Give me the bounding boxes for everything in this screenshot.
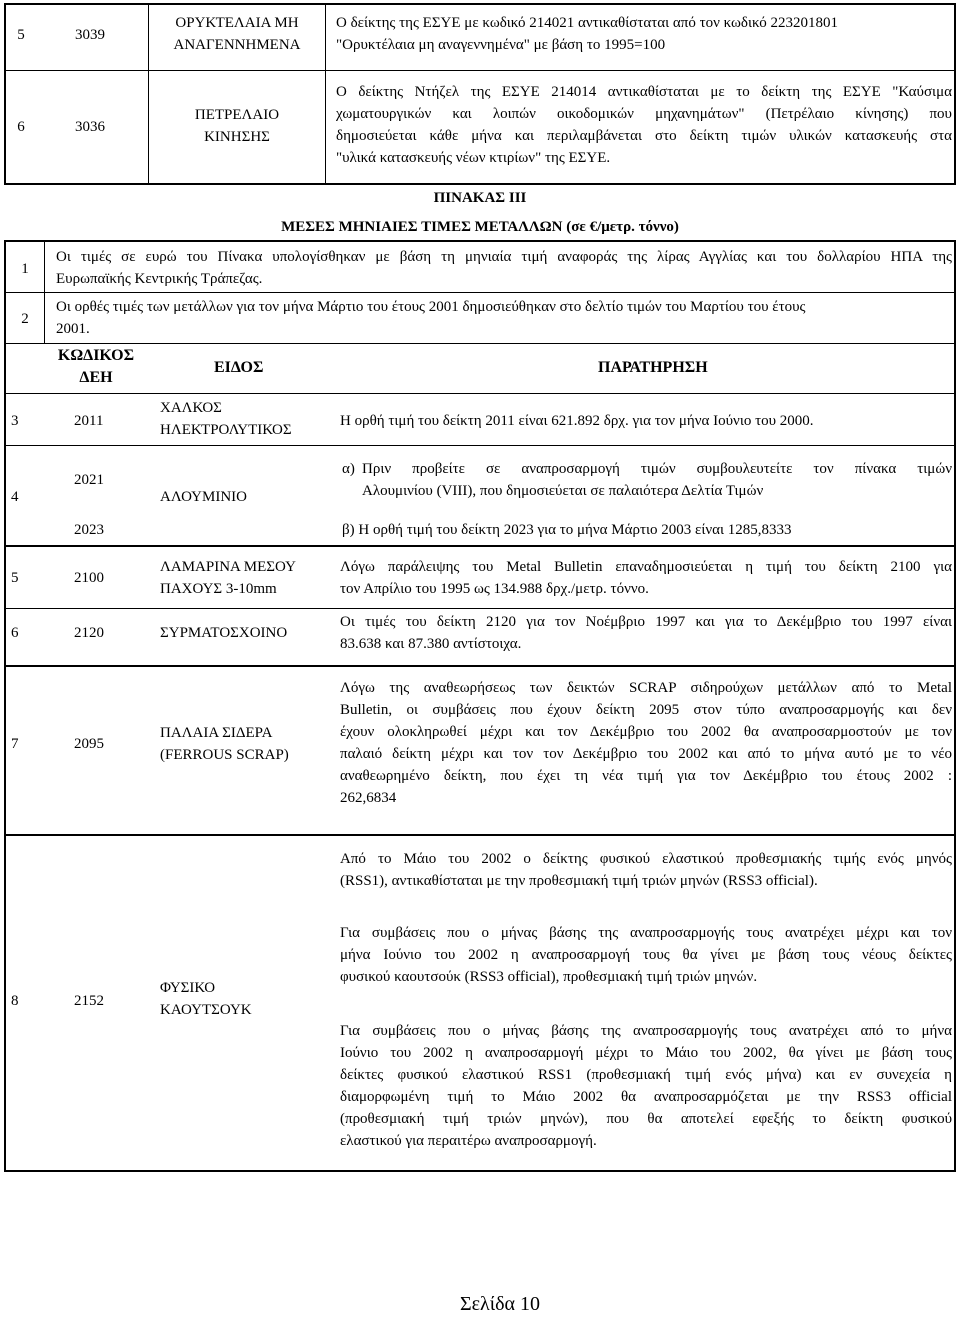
note-text [56,246,952,290]
note-line: Πριν προβείτε σε αναπροσαρμογή τιμών συμβουλευτείτε τον πίνακα τιμών [362,461,952,477]
note-line: Οι τιμές του δείκτη 2120 για τον Νοέμβριο 1997 και για το Δεκέμβριο του 1997 είναι [340,614,952,630]
row-code: 2011 [74,413,104,429]
note-line: δημοσιεύεται κάθε μήνα και περιλαμβάνεται στο δείκτη τιμών υλικών κατασκευής στα [336,128,952,144]
top-table-border [4,70,956,71]
row-type-line: ΟΡΥΚΤΕΛΑΙΑ ΜΗ [175,15,299,31]
row-note [336,12,838,56]
note-line: διαμορφωμένη τιμή το Μάιο 2002 θα αναπροσαρμόζεται με την RSS3 official [340,1089,952,1105]
table-title: ΠΙΝΑΚΑΣ ΙΙΙ [433,190,527,206]
note-line: Ευρωπαϊκής Κεντρικής Τράπεζας. [56,271,263,287]
row-type [160,556,296,600]
row-note: Η ορθή τιμή του δείκτη 2011 είναι 621.892 δρχ. για τον μήνα Ιούνιο του 2000. [340,413,814,429]
table3-border [4,834,956,836]
row-type-line: ΚΑΟΥΤΣΟΥΚ [160,1002,252,1018]
row-note [340,677,952,809]
row-note [336,81,952,169]
row-code: 2095 [74,736,104,752]
note-line: 2001. [56,321,90,337]
note-line: αναθεωρημένο δείκτη, που έχει τη νέα τιμή για τον Δεκέμβριο του έτους 2002 : [340,768,952,784]
note-line: Αλουμινίου (VIII), που δημοσιεύεται σε παλαιότερα Δελτία Τιμών [362,483,764,499]
table3-border [4,240,6,1172]
row-type-line: ΠΕΤΡΕΛΑΙΟ [194,107,280,123]
table3-border [954,240,956,1172]
row-code: 3036 [75,119,105,135]
row-type-line: ΧΑΛΚΟΣ [160,400,222,416]
note-line: Bulletin, οι συμβάσεις που έχουν δείκτη 2095 στον τύπο αναπροσαρμογής και δεν [340,702,952,718]
top-table-border [954,3,956,185]
row-number: 6 [11,625,19,641]
note-line: Ιούνιο του 2002 η αναπροσαρμογή μέχρι το Μάιο του 2002, θα γίνει με βάση τους [340,1045,952,1061]
row-code: 2023 [74,522,104,538]
note-line: Λόγω παράλειψης του Metal Bulletin επαναδημοσιεύεται η τιμή του δείκτη 2100 για [340,559,952,575]
note-line: Οι τιμές σε ευρώ του Πίνακα υπολογίσθηκαν με βάση τη μηνιαία τιμή αναφοράς της λίρας Αγγλίας και του δολλαρίου ΗΠΑ της [56,249,952,265]
row-type-line: (FERROUS SCRAP) [160,747,289,763]
row-type-line: ΦΥΣΙΚΟ [160,980,216,996]
row-note [340,611,952,655]
top-table-border [4,183,956,185]
note-line: ελαστικού για περαιτέρω αναπροσαρμογή. [340,1133,597,1149]
row-number: 8 [11,993,19,1009]
row-type [150,12,324,56]
note-line: παλαιό δείκτη μέχρι και τον τον Δεκέμβριο του 2002 και από το μήνα αυτό με το νέο [340,746,952,762]
note-line: Ο δείκτης Ντήζελ της ΕΣΥΕ 214014 αντικαθίσταται με το δείκτη της ΕΣΥΕ "Καύσιμα [336,84,952,100]
row-type: ΑΛΟΥΜΙΝΙΟ [160,489,248,505]
table3-border [4,292,956,293]
note-line: χωματουργικών και λοιπών οικοδομικών μηχανημάτων" (Πετρέλαιο κίνησης) που [336,106,952,122]
row-type: ΣΥΡΜΑΤΟΣΧΟΙΝΟ [160,625,288,641]
row-code: 2152 [74,993,104,1009]
note-line: έχουν ολοκληρωθεί μέχρι και τον Δεκέμβριο του 2002 θα αναπροσαρμοστούν με τον [340,724,952,740]
row-code: 3039 [75,27,105,43]
note-line: Ο δείκτης της ΕΣΥΕ με κωδικό 214021 αντικαθίσταται από τον κωδικό 223201801 [336,15,839,31]
row-type-line: ΑΝΑΓΕΝΝΗΜΕΝΑ [173,37,301,53]
header-code-line: ΔΕΗ [79,369,113,386]
row-number: 4 [11,489,19,505]
note-line: (RSS1), αντικαθίσταται με την προθεσμιακή τιμή τριών μηνών (RSS3 official). [340,873,818,889]
note-number: 2 [21,311,29,327]
row-number: 6 [17,119,25,135]
row-note [340,556,952,600]
top-table-border [4,3,956,5]
note-line: δείκτες φυσικού ελαστικού RSS1 (προθεσμιακή τιμή ενός μήνα) και εν συνεχεία η [340,1067,952,1083]
row-type-line: ΚΙΝΗΣΗΣ [204,129,270,145]
note-line: Για συμβάσεις που ο μήνας βάσης της αναπροσαρμογής τους ανατρέχει μέχρι και τον [340,925,952,941]
row-code: 2021 [74,472,104,488]
page-number: Σελίδα 10 [459,1293,541,1315]
header-type: ΕΙΔΟΣ [214,359,264,376]
row-type-line: ΠΑΛΑΙΑ ΣΙΔΕΡΑ [160,725,273,741]
note-line: Λόγω της αναθεωρήσεως των δεικτών SCRAP σιδηρούχων μετάλλων από το Metal [340,680,952,696]
note-line: φυσικού καουτσούκ (RSS3 official), προθεσμιακή τιμή τριών μηνών. [340,969,758,985]
row-type [160,397,292,441]
note-line: 262,6834 [340,790,397,806]
row-type [150,104,324,148]
row-number: 3 [11,413,19,429]
row-note-paragraph [340,1020,952,1152]
row-code: 2120 [74,625,104,641]
table3-border [4,393,956,394]
top-table-border [325,3,326,185]
header-note: ΠΑΡΑΤΗΡΗΣΗ [598,359,708,376]
table3-border [4,665,956,667]
table3-border [4,445,956,446]
note-number: 1 [21,261,29,277]
note-marker-a: α) [342,461,355,477]
table-subtitle: ΜΕΣΕΣ ΜΗΝΙΑΙΕΣ ΤΙΜΕΣ ΜΕΤΑΛΛΩΝ (σε €/μετρ. τόννο) [281,219,679,235]
row-code: 2100 [74,570,104,586]
note-line: μήνα Ιούνιο του 2002 η αναπροσαρμογή τους θα γίνει με βάση τους νέους δείκτες [340,947,952,963]
row-type [160,722,289,766]
row-note: β) Η ορθή τιμή του δείκτη 2023 για το μήνα Μάρτιο 2003 είναι 1285,8333 [342,522,792,538]
note-line: "Ορυκτέλαια μη αναγεννημένα" με βάση το 1995=100 [336,37,666,53]
header-code [44,345,148,389]
header-code-line: ΚΩΔΙΚΟΣ [57,347,135,364]
note-text [56,296,952,340]
row-note-paragraph [340,922,952,988]
table3-border [4,545,956,547]
row-note [362,458,952,502]
table3-border [4,608,956,609]
note-line: "υλικά κατασκευής νέων κτιρίων" της ΕΣΥΕ. [336,150,611,166]
note-line: Από το Μάιο του 2002 ο δείκτης φυσικού ελαστικού προθεσμιακής τιμής ενός μηνός [340,851,952,867]
row-number: 7 [11,736,19,752]
note-line: τον Απρίλιο του 1995 ως 134.988 δρχ./μετρ. τόννο. [340,581,649,597]
row-type [160,977,252,1021]
table3-border [4,240,956,242]
note-line: (προθεσμιακή τιμή τριών μηνών), που θα αποτελεί εφεξής το δείκτη φυσικού [340,1111,952,1127]
row-type-line: ΠΑΧΟΥΣ 3-10mm [160,581,277,597]
top-table-border [148,3,149,185]
note-line: 83.638 και 87.380 αντίστοιχα. [340,636,522,652]
row-note-paragraph [340,848,952,892]
table3-border [4,1170,956,1172]
row-type-line: ΗΛΕΚΤΡΟΛΥΤΙΚΟΣ [160,422,292,438]
note-line: Οι ορθές τιμές των μετάλλων για τον μήνα Μάρτιο του έτους 2001 δημοσιεύθηκαν στο δελτίο τιμών του Μαρτίου του έτους [56,299,806,315]
row-type-line: ΛΑΜΑΡΙΝΑ ΜΕΣΟΥ [160,559,296,575]
note-line: Για συμβάσεις που ο μήνας βάσης της αναπροσαρμογής τους ανατρέχει από το μήνα [340,1023,952,1039]
table3-border [4,343,956,344]
row-number: 5 [17,27,25,43]
row-number: 5 [11,570,19,586]
